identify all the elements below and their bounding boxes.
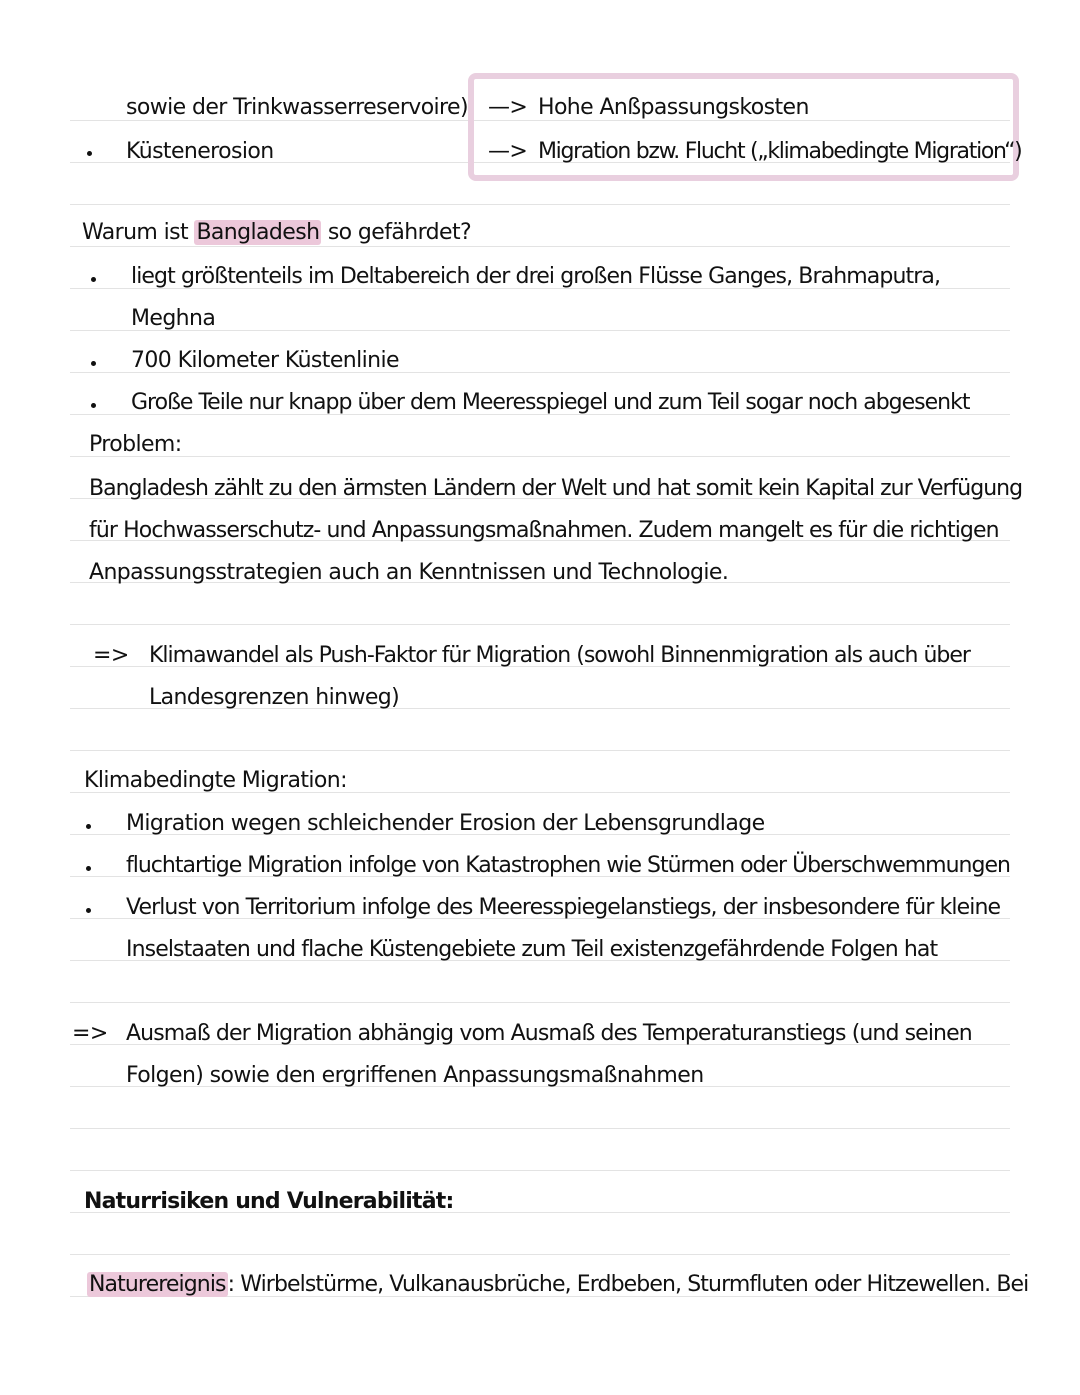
ruled-line [70,1254,1010,1255]
conclusion-1-line-1: Klimawandel als Push-Faktor für Migration (sowohl Binnenmigration als auch über [149,643,970,668]
climate-migration-heading: Klimabedingte Migration: [84,768,347,793]
ruled-line [70,624,1010,625]
top-line-1: sowie der Trinkwasserreservoire) [126,95,468,120]
ruled-line [70,1128,1010,1129]
bangladesh-bullet-1: liegt größtenteils im Deltabereich der drei großen Flüsse Ganges, Brahmaputra, [131,264,941,289]
bangladesh-question [82,218,471,248]
naturereignis-line [87,1270,1028,1300]
section-heading: Naturrisiken und Vulnerabilität: [84,1189,454,1214]
climate-migration-bullet-1: Migration wegen schleichender Erosion der Lebensgrundlage [126,811,765,836]
bangladesh-bullet-1-cont: Meghna [131,306,216,331]
implies-arrow-icon: => [72,1021,108,1046]
naturereignis-text: : Wirbelstürme, Vulkanausbrüche, Erdbeben, Sturmfluten oder Hitzewellen. Bei [227,1272,1029,1297]
problem-line-2: für Hochwasserschutz- und Anpassungsmaßnahmen. Zudem mangelt es für die richtigen [89,518,999,543]
ruled-line [70,1002,1010,1003]
bullet-icon [86,908,91,913]
ruled-line [70,750,1010,751]
implies-arrow-icon: => [93,643,129,668]
bullet-icon [86,824,91,829]
question-prefix: Warum ist [82,220,195,245]
bullet-icon [87,151,92,156]
ruled-line [70,1170,1010,1171]
bullet-icon [91,361,96,366]
bangladesh-highlight: Bangladesh [196,220,320,245]
conclusion-2-line-2: Folgen) sowie den ergriffenen Anpassungsmaßnahmen [126,1063,704,1088]
question-suffix: so gefährdet? [321,220,472,245]
bullet-icon [91,403,96,408]
box-line-2: Migration bzw. Flucht („klimabedingte Migration“) [538,139,1022,164]
bangladesh-bullet-3: Große Teile nur knapp über dem Meeresspiegel und zum Teil sogar noch abgesenkt [131,390,970,415]
climate-migration-bullet-2: fluchtartige Migration infolge von Katastrophen wie Stürmen oder Überschwemmungen [126,853,1010,878]
bullet-icon [91,277,96,282]
climate-migration-bullet-3-cont: Inselstaaten und flache Küstengebiete zum Teil existenzgefährdende Folgen hat [126,937,938,962]
bangladesh-bullet-2: 700 Kilometer Küstenlinie [131,348,399,373]
conclusion-2-line-1: Ausmaß der Migration abhängig vom Ausmaß des Temperaturanstiegs (und seinen [126,1021,972,1046]
naturereignis-term: Naturereignis [89,1272,226,1297]
problem-line-3: Anpassungsstrategien auch an Kenntnissen und Technologie. [89,560,729,585]
arrow-icon: —> [488,95,528,120]
bullet-icon [86,866,91,871]
arrow-icon: —> [488,139,528,164]
conclusion-1-line-2: Landesgrenzen hinweg) [149,685,400,710]
top-line-2: Küstenerosion [126,139,274,164]
climate-migration-bullet-3: Verlust von Territorium infolge des Meeresspiegelanstiegs, der insbesondere für kleine [126,895,1001,920]
box-line-1: Hohe Anßpassungskosten [538,95,809,120]
problem-heading: Problem: [89,432,182,457]
ruled-line [70,204,1010,205]
ruled-line [70,456,1010,457]
problem-line-1: Bangladesh zählt zu den ärmsten Ländern der Welt und hat somit kein Kapital zur Verfügung [89,476,1023,501]
